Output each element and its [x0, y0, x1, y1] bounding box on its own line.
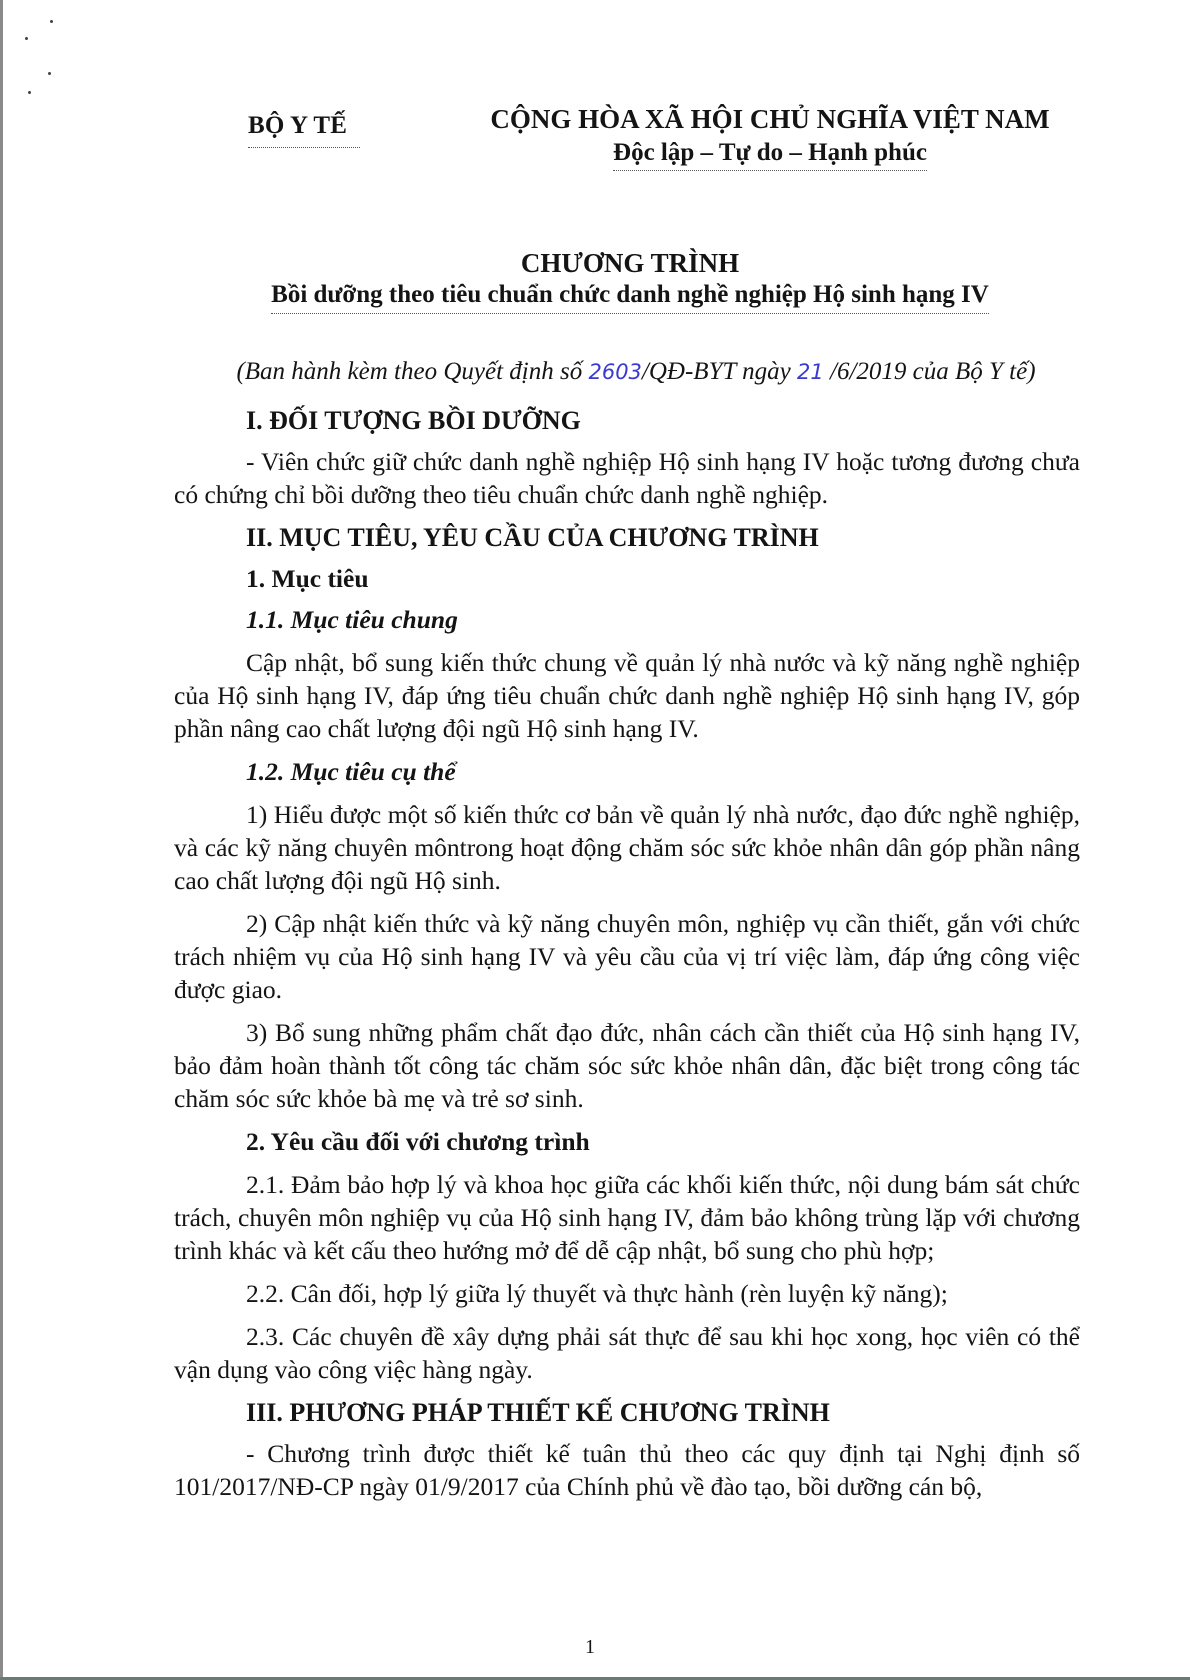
decision-prefix: (Ban hành kèm theo Quyết định số [236, 358, 589, 385]
national-motto: Độc lập – Tự do – Hạnh phúc [613, 139, 927, 171]
republic-name: CỘNG HÒA XÃ HỘI CHỦ NGHĨA VIỆT NAM [490, 104, 1050, 134]
general-objective-heading: 1.1. Mục tiêu chung [246, 605, 458, 634]
section-1-paragraph: - Viên chức giữ chức danh nghề nghiệp Hộ sinh hạng IV hoặc tương đương chưa có chứng chỉ bồi dưỡng theo tiêu chuẩn chức danh nghề nghiệp. [174, 447, 1080, 509]
subsection-objectives-heading: 1. Mục tiêu [246, 564, 369, 593]
document-body [174, 404, 1080, 1503]
subsection-requirements-heading: 2. Yêu cầu đối với chương trình [246, 1127, 590, 1156]
decision-middle: /QĐ-BYT ngày [641, 358, 798, 385]
decision-day-handwritten: 21 [797, 360, 824, 384]
section-1-heading: I. ĐỐI TƯỢNG BỒI DƯỠNG [246, 406, 581, 435]
national-header [470, 104, 1070, 171]
specific-objective-item: 1) Hiểu được một số kiến thức cơ bản về quản lý nhà nước, đạo đức nghề nghiệp, và các kỹ năng chuyên môntrong hoạt động chăm sóc sức khỏe nhân dân góp phần nâng cao chất lượng đội ngũ Hộ sinh. [174, 800, 1080, 895]
requirement-item: 2.1. Đảm bảo hợp lý và khoa học giữa các khối kiến thức, nội dung bám sát chức trách, chuyên môn nghiệp vụ của Hộ sinh hạng IV, đảm bảo không trùng lặp với chương trình khác và kết cấu theo hướng mở để dễ cập nhật, bổ sung cho phù hợp; [174, 1170, 1080, 1265]
specific-objective-item: 3) Bổ sung những phẩm chất đạo đức, nhân cách cần thiết của Hộ sinh hạng IV, bảo đảm hoàn thành tốt công tác chăm sóc sức khỏe nhân dân, đặc biệt trong công tác chăm sóc sức khỏe bà mẹ và trẻ sơ sinh. [174, 1018, 1080, 1113]
decision-reference [186, 358, 1086, 386]
decision-number-handwritten: 2603 [588, 360, 642, 384]
general-objective-paragraph: Cập nhật, bổ sung kiến thức chung về quản lý nhà nước và kỹ năng nghề nghiệp của Hộ sinh hạng IV, đáp ứng tiêu chuẩn chức danh nghề nghiệp Hộ sinh hạng IV, góp phần nâng cao chất lượng đội ngũ Hộ sinh hạng IV. [174, 648, 1080, 743]
decision-suffix: /6/2019 của Bộ Y tế) [823, 358, 1036, 385]
title-main: CHƯƠNG TRÌNH [520, 248, 740, 278]
specific-objectives-heading: 1.2. Mục tiêu cụ thể [246, 757, 456, 786]
requirement-item: 2.3. Các chuyên đề xây dựng phải sát thực để sau khi học xong, học viên có thể vận dụng vào công việc hàng ngày. [174, 1322, 1080, 1384]
title-subtitle: Bồi dưỡng theo tiêu chuẩn chức danh nghề nghiệp Hộ sinh hạng IV [271, 281, 989, 314]
section-3-paragraph: - Chương trình được thiết kế tuân thủ theo các quy định tại Nghị định số 101/2017/NĐ-CP ngày 01/9/2017 của Chính phủ về đào tạo, bồi dưỡng cán bộ, [174, 1439, 1080, 1501]
section-3-heading: III. PHƯƠNG PHÁP THIẾT KẾ CHƯƠNG TRÌNH [246, 1398, 830, 1427]
requirement-item: 2.2. Cân đối, hợp lý giữa lý thuyết và thực hành (rèn luyện kỹ năng); [246, 1279, 948, 1308]
document-title [240, 248, 1020, 314]
page-number: 1 [585, 1636, 595, 1658]
specific-objective-item: 2) Cập nhật kiến thức và kỹ năng chuyên môn, nghiệp vụ cần thiết, gắn với chức trách nhiệm vụ của Hộ sinh hạng IV và yêu cầu của vị trí việc làm, đáp ứng công việc được giao. [174, 909, 1080, 1004]
ministry-name: BỘ Y TẾ [248, 112, 360, 148]
section-2-heading: II. MỤC TIÊU, YÊU CẦU CỦA CHƯƠNG TRÌNH [246, 523, 819, 552]
